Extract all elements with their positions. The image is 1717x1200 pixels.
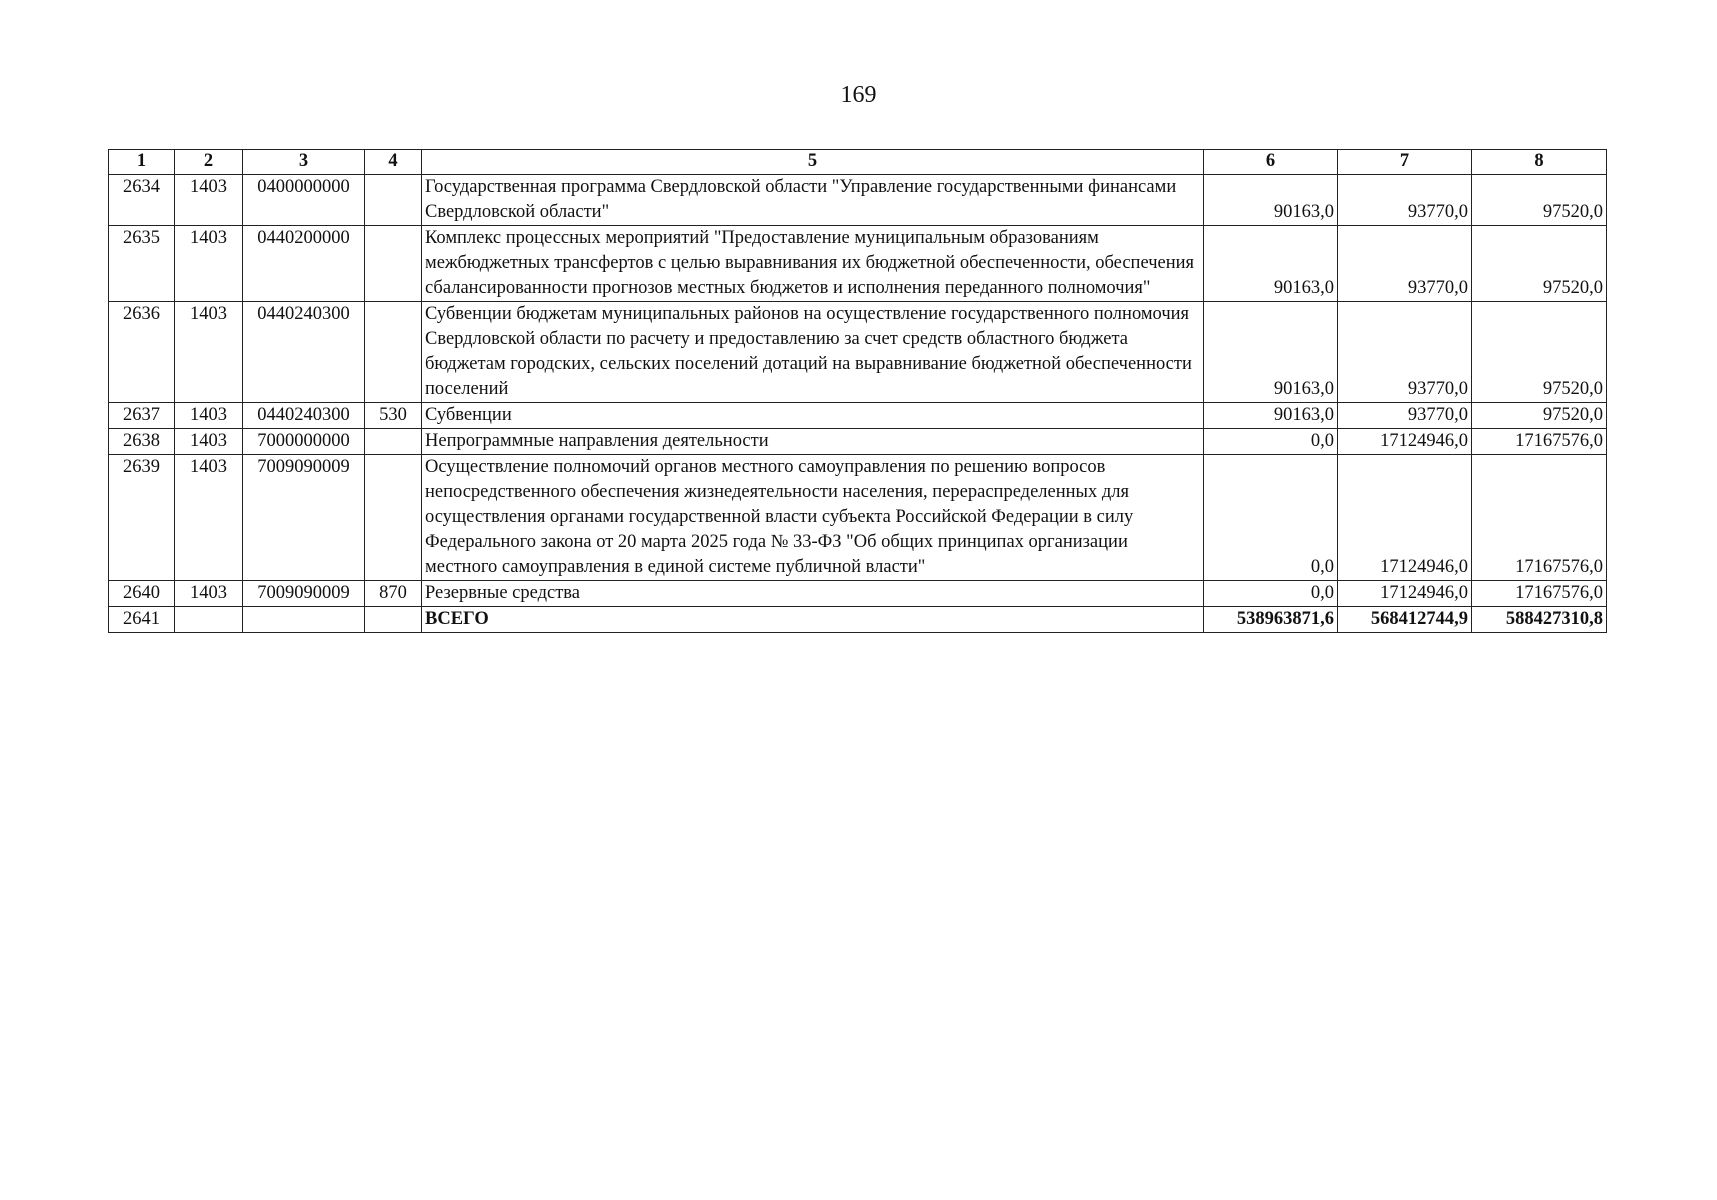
item-name: Комплекс процессных мероприятий "Предоставление муниципальным образованиям межбюджетных трансфертов с целью выравнивания их бюджетной обеспеченности, обеспечения сбалансированности прогнозов местных бюджетов и исполнения переданного полномочия" — [422, 226, 1204, 302]
empty-cell — [175, 607, 243, 633]
table-row — [109, 581, 1607, 607]
header-row — [109, 150, 1607, 175]
section-code: 1403 — [175, 581, 243, 607]
row-number: 2640 — [109, 581, 175, 607]
amount-year-1: 0,0 — [1204, 455, 1338, 581]
row-number: 2636 — [109, 302, 175, 403]
item-name: Субвенции бюджетам муниципальных районов на осуществление государственного полномочия Свердловской области по расчету и предоставлению за счет средств областного бюджета бюджетам городских, сельских поселений дотаций на выравнивание бюджетной обеспеченности поселений — [422, 302, 1204, 403]
row-number: 2635 — [109, 226, 175, 302]
amount-year-3: 17167576,0 — [1472, 455, 1607, 581]
amount-year-3: 97520,0 — [1472, 302, 1607, 403]
table-row — [109, 429, 1607, 455]
column-header: 6 — [1204, 150, 1338, 175]
expense-type — [365, 226, 422, 302]
amount-year-2: 17124946,0 — [1338, 581, 1472, 607]
item-name: Осуществление полномочий органов местного самоуправления по решению вопросов непосредственного обеспечения жизнедеятельности населения, перераспределенных для осуществления органами государственной власти субъекта Российской Федерации в силу Федерального закона от 20 марта 2025 года № 33-ФЗ "Об общих принципах организации местного самоуправления в единой системе публичной власти" — [422, 455, 1204, 581]
row-number: 2634 — [109, 175, 175, 226]
item-name: Резервные средства — [422, 581, 1204, 607]
amount-year-2: 93770,0 — [1338, 226, 1472, 302]
amount-year-3: 17167576,0 — [1472, 429, 1607, 455]
amount-year-2: 17124946,0 — [1338, 455, 1472, 581]
target-code: 7000000000 — [243, 429, 365, 455]
item-name: Государственная программа Свердловской области "Управление государственными финансами Свердловской области" — [422, 175, 1204, 226]
expense-type: 530 — [365, 403, 422, 429]
amount-year-2: 93770,0 — [1338, 302, 1472, 403]
section-code: 1403 — [175, 175, 243, 226]
expense-type — [365, 429, 422, 455]
column-header: 2 — [175, 150, 243, 175]
expense-type: 870 — [365, 581, 422, 607]
table-row — [109, 455, 1607, 581]
column-header: 8 — [1472, 150, 1607, 175]
total-label: ВСЕГО — [422, 607, 1204, 633]
expense-type — [365, 455, 422, 581]
target-code: 0400000000 — [243, 175, 365, 226]
total-year-3: 588427310,8 — [1472, 607, 1607, 633]
section-code: 1403 — [175, 403, 243, 429]
amount-year-3: 97520,0 — [1472, 175, 1607, 226]
row-number: 2637 — [109, 403, 175, 429]
empty-cell — [243, 607, 365, 633]
amount-year-3: 17167576,0 — [1472, 581, 1607, 607]
column-header: 4 — [365, 150, 422, 175]
expense-type — [365, 175, 422, 226]
target-code: 7009090009 — [243, 581, 365, 607]
total-year-1: 538963871,6 — [1204, 607, 1338, 633]
amount-year-1: 90163,0 — [1204, 403, 1338, 429]
item-name: Непрограммные направления деятельности — [422, 429, 1204, 455]
target-code: 0440200000 — [243, 226, 365, 302]
column-header: 1 — [109, 150, 175, 175]
amount-year-3: 97520,0 — [1472, 403, 1607, 429]
total-row — [109, 607, 1607, 633]
row-number: 2641 — [109, 607, 175, 633]
row-number: 2639 — [109, 455, 175, 581]
amount-year-2: 93770,0 — [1338, 175, 1472, 226]
item-name: Субвенции — [422, 403, 1204, 429]
page-number: 169 — [840, 82, 877, 108]
column-header: 3 — [243, 150, 365, 175]
section-code: 1403 — [175, 226, 243, 302]
table-row — [109, 302, 1607, 403]
amount-year-1: 90163,0 — [1204, 226, 1338, 302]
table-row — [109, 175, 1607, 226]
amount-year-2: 93770,0 — [1338, 403, 1472, 429]
column-header: 7 — [1338, 150, 1472, 175]
amount-year-1: 90163,0 — [1204, 302, 1338, 403]
target-code: 7009090009 — [243, 455, 365, 581]
section-code: 1403 — [175, 429, 243, 455]
column-header: 5 — [422, 150, 1204, 175]
total-year-2: 568412744,9 — [1338, 607, 1472, 633]
amount-year-1: 0,0 — [1204, 429, 1338, 455]
empty-cell — [365, 607, 422, 633]
amount-year-3: 97520,0 — [1472, 226, 1607, 302]
target-code: 0440240300 — [243, 302, 365, 403]
amount-year-1: 90163,0 — [1204, 175, 1338, 226]
target-code: 0440240300 — [243, 403, 365, 429]
section-code: 1403 — [175, 302, 243, 403]
table-row — [109, 226, 1607, 302]
amount-year-1: 0,0 — [1204, 581, 1338, 607]
expense-type — [365, 302, 422, 403]
section-code: 1403 — [175, 455, 243, 581]
amount-year-2: 17124946,0 — [1338, 429, 1472, 455]
row-number: 2638 — [109, 429, 175, 455]
budget-table — [108, 149, 1607, 633]
table-row — [109, 403, 1607, 429]
